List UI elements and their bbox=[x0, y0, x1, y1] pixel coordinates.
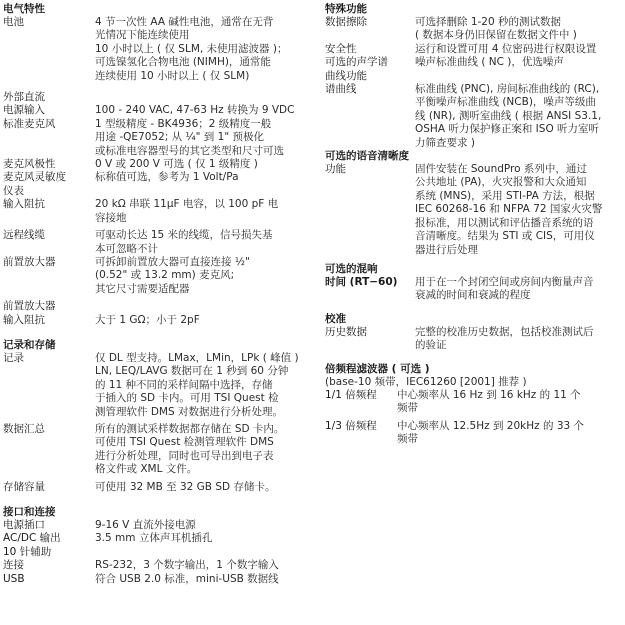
spec-preamp bbox=[3, 256, 303, 296]
filters-subtitle: (base-10 频带，IEC61260 [2001] 推荐 ) bbox=[325, 375, 527, 388]
spec-value: 中心频率从 16 Hz 到 16 kHz 的 11 个 频带 bbox=[397, 388, 581, 415]
spec-label: 远程线缆 bbox=[3, 229, 45, 242]
spec-label: 历史数据 bbox=[325, 325, 367, 338]
spec-value: 符合 USB 2.0 标准，mini-USB 数据线 bbox=[95, 572, 279, 585]
spec-octave-1-1 bbox=[325, 389, 625, 416]
section-special-header: 特殊功能 bbox=[325, 3, 367, 15]
spec-value: 可驱动长达 15 米的线缆，信号损失基 本可忽略不计 bbox=[95, 229, 273, 255]
spec-label: 1/3 倍频程 bbox=[325, 419, 377, 432]
spec-label: 标准麦克风 bbox=[3, 117, 56, 130]
section-recording-header: 记录和存储 bbox=[3, 338, 56, 351]
spec-label: 麦克风灵敏度 仪表 bbox=[3, 171, 66, 197]
spec-aux-connector bbox=[3, 546, 303, 573]
spec-value: 固件安装在 SoundPro 系列中，通过 公共地址 (PA)，火灾报警和大众通知 系统 (MNS)，采用 STI-PA 方法，根据 IEC 60268-16 和 NFPA 72 国家火灾警 报标准，用以测试和评估播音系统的语 音清晰度。结果为 STI 或 CIS，可用仪 器进行后处理 bbox=[415, 163, 603, 256]
spec-value: 1 型级精度 - BK4936；2 级精度一般 用途 -QE7052; 从 ¼" 到 1" 预极化 或标准电容器型号的其它类型和尺寸可选 bbox=[95, 117, 284, 157]
spec-label: 数据汇总 bbox=[3, 422, 45, 435]
spec-label: 1/1 倍频程 bbox=[325, 388, 377, 401]
spec-label: 前置放大器 bbox=[3, 255, 56, 268]
spec-value: 可选择删除 1-20 秒的测试数据 ( 数据本身仍旧保留在数据文件中 ) bbox=[415, 16, 577, 42]
spec-remote-cable bbox=[3, 229, 303, 256]
spec-label: 记录 bbox=[3, 351, 24, 364]
spec-value: 中心频率从 12.5Hz 到 20kHz 的 33 个 频带 bbox=[397, 419, 585, 446]
spec-label: 安全性 bbox=[325, 42, 357, 55]
spec-label: 外部直流 电源输入 bbox=[3, 91, 45, 117]
spec-security bbox=[325, 43, 625, 56]
spec-value: 可拆卸前置放大器可直接连接 ½" (0.52" 或 13.2 mm) 麦克风; 其它尺寸需要适配器 bbox=[95, 255, 250, 295]
spec-label: 可选的声学谱 曲线功能 bbox=[325, 56, 388, 82]
right-column bbox=[325, 3, 625, 447]
spec-value: 可使用 32 MB 至 32 GB SD 存储卡。 bbox=[95, 480, 276, 493]
spec-label: 10 针辅助 连接 bbox=[3, 545, 52, 572]
spec-label: 前置放大器 输入阻抗 bbox=[3, 300, 56, 326]
spec-value: 0 V 或 200 V 可选 ( 仅 1 级精度 ) bbox=[95, 158, 258, 171]
spec-external-dc bbox=[3, 91, 303, 118]
spec-label: 电源插口 bbox=[3, 519, 45, 531]
spec-value: 所有的测试采样数据都存储在 SD 卡内。 可使用 TSI Quest 检测管理软件 DMS 进行分析处理，同时也可导出到电子表 格文件或 XML 文件。 bbox=[95, 422, 285, 476]
left-column bbox=[3, 3, 303, 586]
spec-label: 数据擦除 bbox=[325, 16, 367, 28]
section-electrical-header: 电气特性 bbox=[3, 3, 45, 15]
spec-data-summary bbox=[3, 423, 303, 477]
spec-value: 9-16 V 直流外接电源 bbox=[95, 519, 196, 531]
spec-value: 完整的校准历史数据，包括校准测试后 的验证 bbox=[415, 325, 594, 352]
spec-acdc-output bbox=[3, 532, 303, 545]
spec-value: 大于 1 GΩ；小于 2pF bbox=[95, 313, 200, 326]
spec-octave-1-3 bbox=[325, 420, 625, 447]
spec-calibration-history bbox=[325, 326, 625, 353]
spec-label: 功能 bbox=[325, 163, 346, 176]
spec-reverb-time bbox=[325, 276, 625, 303]
spec-label: 输入阻抗 bbox=[3, 198, 45, 211]
spec-acoustic-curve bbox=[325, 56, 625, 83]
spec-value: 运行和设置可用 4 位密码进行权限设置 bbox=[415, 42, 597, 55]
spec-microphone bbox=[3, 118, 303, 158]
spec-label: USB bbox=[3, 572, 25, 585]
spec-battery bbox=[3, 16, 303, 83]
spec-sensitivity bbox=[3, 171, 303, 198]
spec-label: 谱曲线 bbox=[325, 83, 357, 96]
spec-input-impedance bbox=[3, 198, 303, 225]
spec-value: 标准曲线 (PNC), 房间标准曲线的 (RC), 平衡噪声标准曲线 (NCB)，噪声等级曲 线 (NR), 测听室曲线 ( 根据 ANSI S3.1, OSHA 听力保护修正案和 ISO 听力室听 力筛查要求 ) bbox=[415, 83, 602, 149]
section-connections-header: 接口和连接 bbox=[3, 506, 56, 518]
spec-label: 麦克风极性 bbox=[3, 158, 56, 171]
spec-label: 电池 bbox=[3, 16, 24, 28]
spec-label: 存储容量 bbox=[3, 480, 45, 493]
spec-value: 噪声标准曲线 ( NC )，优选噪声 bbox=[415, 56, 564, 69]
spec-polarity bbox=[3, 158, 303, 171]
spec-value: RS-232，3 个数字输出，1 个数字输入 bbox=[95, 559, 279, 572]
spec-record bbox=[3, 352, 303, 419]
spec-usb bbox=[3, 573, 303, 586]
spec-data-erase bbox=[325, 16, 625, 43]
spec-value: 仅 DL 型支持。LMax，LMin，LPk ( 峰值 ) LN, LEQ/LAVG 数据可在 1 秒到 60 分钟 的 11 种不同的采样间隔中选择，存储 于插入的 SD 卡内。可用 TSI Quest 检 测管理软件 DMS 对数据进行分析处理。 bbox=[95, 351, 299, 418]
spec-label: AC/DC 输出 bbox=[3, 532, 61, 545]
spec-spectrum-curve bbox=[325, 83, 625, 150]
section-calibration-header: 校准 bbox=[325, 312, 346, 325]
spec-value: 标称值可选，参考为 1 Volt/Pa bbox=[95, 171, 239, 184]
spec-value: 3.5 mm 立体声耳机插孔 bbox=[95, 532, 213, 545]
spec-label: 时间 (RT−60) bbox=[325, 275, 398, 288]
spec-value: 100 - 240 VAC, 47-63 Hz 转换为 9 VDC bbox=[95, 104, 295, 117]
spec-speech-function bbox=[325, 163, 625, 257]
spec-value: 用于在一个封闭空间或房间内衡量声音 衰减的时间和衰减的程度 bbox=[415, 275, 594, 302]
spec-power-jack bbox=[3, 519, 303, 532]
section-speech-header: 可选的语音清晰度 bbox=[325, 150, 409, 163]
spec-storage bbox=[3, 481, 303, 494]
spec-preamp-impedance bbox=[3, 300, 303, 327]
section-filters-header: 倍频程滤波器 ( 可选 ) bbox=[325, 362, 430, 375]
spec-value: 4 节一次性 AA 碱性电池，通常在无背 光情况下能连续使用 10 小时以上 ( 仅 SLM, 未使用滤波器 )； 可选镍氢化合物电池 (NIMH)，通常能 连续使用 10 小时以上 ( 仅 SLM) bbox=[95, 16, 288, 82]
spec-value: 20 kΩ 串联 11µF 电容，以 100 pF 电 容接地 bbox=[95, 198, 279, 224]
section-reverb-header: 可选的混响 bbox=[325, 262, 378, 275]
